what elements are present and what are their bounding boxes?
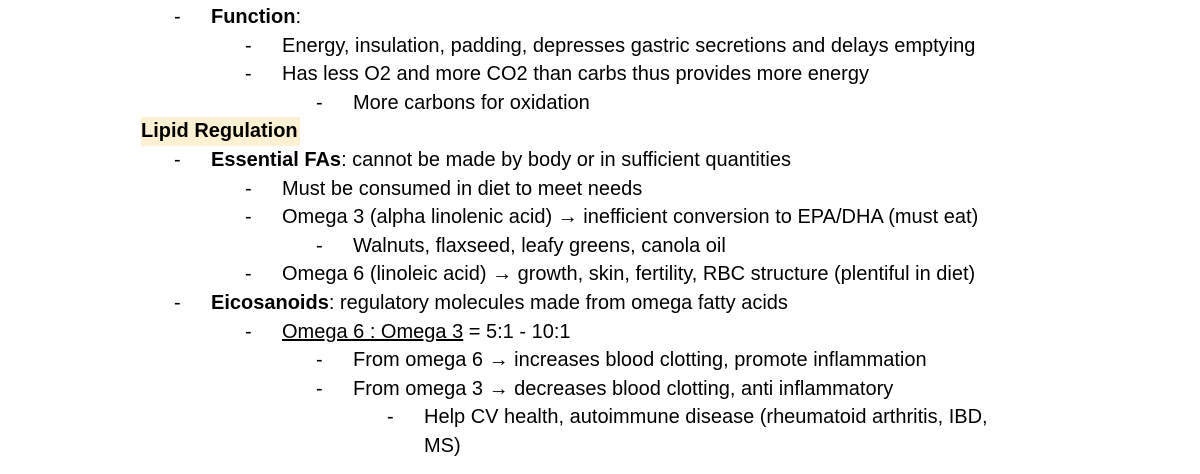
more-carbons-text: More carbons for oxidation <box>353 91 590 114</box>
bullet-dash: - <box>316 377 323 400</box>
bullet-dash: - <box>245 206 252 229</box>
from-omega6-text: From omega 6 → increases blood clotting, promote inflammation <box>353 349 927 372</box>
bullet-dash: - <box>245 177 252 200</box>
walnuts-text: Walnuts, flaxseed, leafy greens, canola oil <box>353 234 726 257</box>
omega3-text: Omega 3 (alpha linolenic acid) → inefficient conversion to EPA/DHA (must eat) <box>282 206 979 229</box>
eicosanoids-text: : regulatory molecules made from omega fatty acids <box>328 292 788 314</box>
function-label: Function <box>211 6 296 28</box>
eicosanoids-label: Eicosanoids <box>211 292 329 314</box>
omega-ratio-value: = 5:1 - 10:1 <box>463 320 571 343</box>
bullet-dash: - <box>316 234 323 257</box>
energy-text: Energy, insulation, padding, depresses gastric secretions and delays emptying <box>282 34 976 57</box>
bullet-dash: - <box>245 320 252 343</box>
bullet-dash: - <box>174 6 181 28</box>
lipid-regulation-heading: Lipid Regulation <box>141 117 300 146</box>
omega-ratio-label: Omega 6 : Omega 3 <box>282 320 464 343</box>
bullet-dash: - <box>245 263 252 286</box>
bullet-dash: - <box>245 34 252 57</box>
essential-fas-label: Essential FAs <box>211 149 342 171</box>
cv-health-text: Help CV health, autoimmune disease (rheumatoid arthritis, IBD, <box>424 406 988 429</box>
bullet-dash: - <box>316 91 323 114</box>
essential-fas-text: : cannot be made by body or in sufficient quantities <box>341 149 791 171</box>
cv-health-continued-text: MS) <box>424 435 461 457</box>
bullet-dash: - <box>174 292 181 314</box>
must-consume-text: Must be consumed in diet to meet needs <box>282 177 643 200</box>
bullet-dash: - <box>245 63 252 86</box>
bullet-dash: - <box>174 149 181 171</box>
function-colon: : <box>295 6 301 28</box>
bullet-dash: - <box>387 406 394 429</box>
less-o2-text: Has less O2 and more CO2 than carbs thus provides more energy <box>282 63 869 86</box>
omega6-text: Omega 6 (linoleic acid) → growth, skin, fertility, RBC structure (plentiful in diet) <box>282 263 976 286</box>
from-omega3-text: From omega 3 → decreases blood clotting, anti inflammatory <box>353 377 894 400</box>
bullet-dash: - <box>316 349 323 372</box>
